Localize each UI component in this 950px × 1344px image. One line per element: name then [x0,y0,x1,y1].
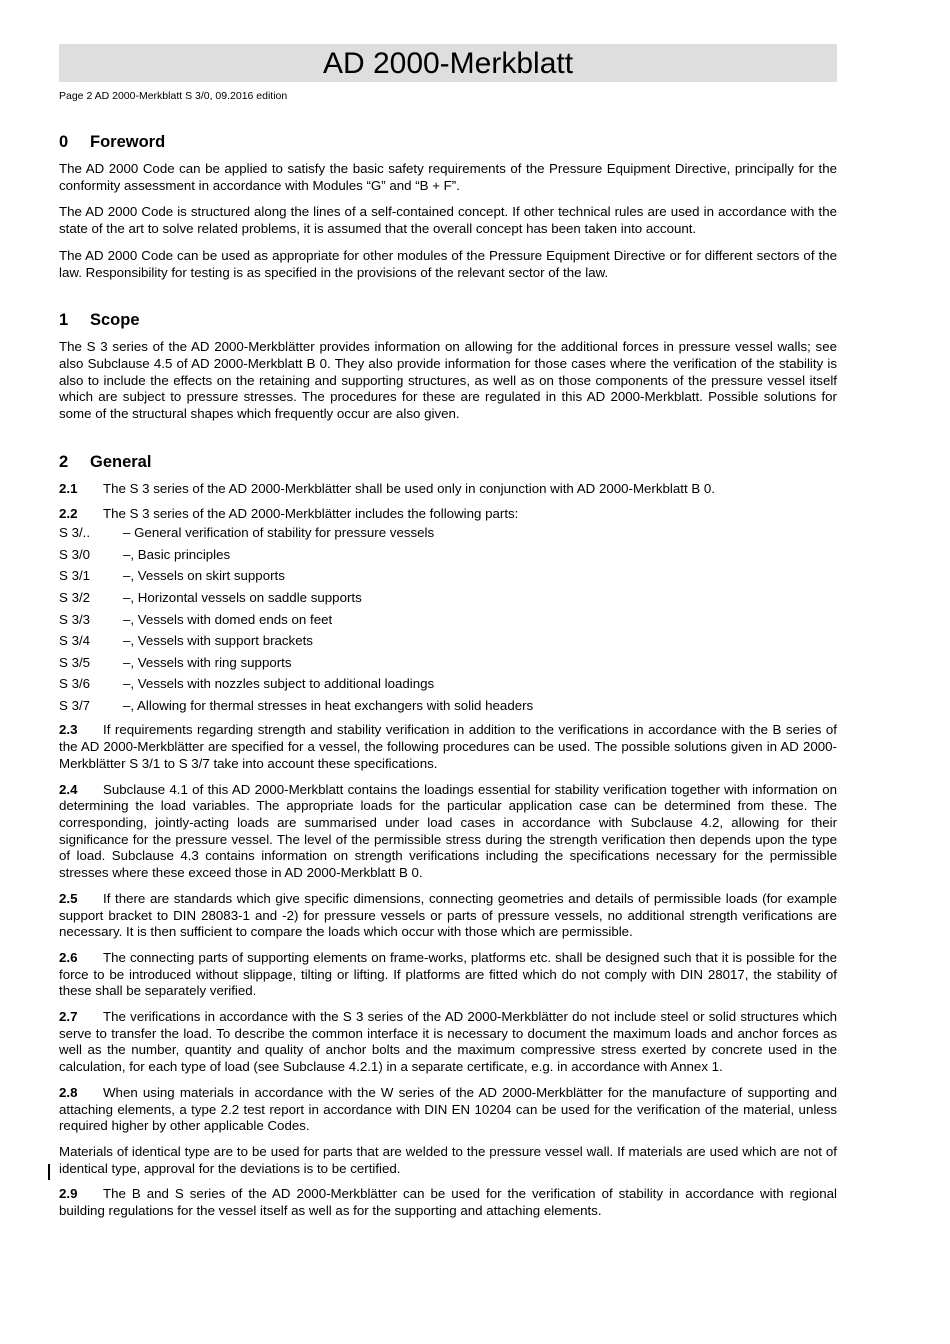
clause-2-3: 2.3 If requirements regarding strength and stability verification in addition to the verifications in accordance with the B series of the AD 2000-Merkblätter are specified for a vessel, the following procedures can be used. The possible solutions given in AD 2000-Merkblätter S 3/1 to S 3/7 take into account these specifications. [59,722,837,771]
clause-2-7: 2.7 The verifications in accordance with the S 3 series of the AD 2000-Merkblätter do not include steel or solid structures which serve to transfer the load. To describe the common interface it is necessary to document the maximum loads and anchor forces as well as the number, quantity and quality of anchor bolts and the maximum compressive stress exerted by concrete used in the calculation, for each type of load (see Subclause 4.2.1) in a separate certificate, e.g. in accordance with Annex 1. [59,1009,837,1075]
clause-2-2: 2.2 The S 3 series of the AD 2000-Merkblätter includes the following parts: [59,506,519,522]
parts-list [59,525,837,719]
list-item: S 3/0 –, Basic principles [59,546,231,562]
list-item: S 3/6 –, Vessels with nozzles subject to additional loadings [59,676,435,692]
clause-2-4: 2.4 Subclause 4.1 of this AD 2000-Merkblatt contains the loadings essential for stability verification together with information on determining the load variables. The appropriate loads for the particular application case can be determined from these. The corresponding, jointly-acting loads are summarised under load cases in accordance with Subclause 4.2, allowing for their significance for the pressure vessel. The level of the permissible stress during the strength verification then depends upon the type of load. Subclause 4.3 contains information on strength verifications including the specifications necessary for the permissible stresses where these exceed those in AD 2000-Merkblatt B 0. [59,781,837,881]
list-item: S 3/4 –, Vessels with support brackets [59,633,313,649]
clause-2-8-paragraph: Materials of identical type are to be used for parts that are welded to the pressure vessel wall. If materials are used which are not of identical type, approval for the deviations is to be certified. [59,1143,837,1176]
clause-2-5: 2.5 If there are standards which give specific dimensions, connecting geometries and details of permissible loads (for example support bracket to DIN 28083-1 and -2) for pressure vessels or parts of pressure vessels, no additional strength verifications are necessary. It is then sufficient to compare the loads which occur with those which are permissible. [59,890,837,940]
document-title: AD 2000-Merkblatt [59,44,837,82]
section-heading-foreword: 0 Foreword [59,133,166,151]
page-reference: Page 2 AD 2000-Merkblatt S 3/0, 09.2016 edition [59,90,288,102]
section-heading-scope: 1 Scope [59,311,140,330]
revision-change-bar [48,1164,50,1180]
section-heading-general: 2 General [59,452,152,471]
foreword-paragraph: The AD 2000 Code can be used as appropriate for other modules of the Pressure Equipment Directive or for different sectors of the law. Responsibility for testing is as specified in the provisions of the relevant sector of the law. [59,247,837,280]
list-item: S 3/7 –, Allowing for thermal stresses in heat exchangers with solid headers [59,697,534,713]
foreword-paragraph: The AD 2000 Code is structured along the lines of a self-contained concept. If other technical rules are used in accordance with the state of the art to solve related problems, it is assumed that the overall concept has been taken into account. [59,204,837,237]
list-item: S 3/2 –, Horizontal vessels on saddle supports [59,589,362,605]
clause-2-9: 2.9 The B and S series of the AD 2000-Merkblätter can be used for the verification of stability in accordance with regional building regulations for the vessel itself as well as for the supporting and attaching elements. [59,1186,837,1219]
list-item: S 3/3 –, Vessels with domed ends on feet [59,611,333,627]
clause-2-6: 2.6 The connecting parts of supporting elements on frame-works, platforms etc. shall be designed such that it is possible for the force to be introduced without slippage, tilting or lifting. If platforms are fitted which do not comply with DIN 28017, the stability of these shall be separately verified. [59,949,837,999]
clause-2-1: 2.1 The S 3 series of the AD 2000-Merkblätter shall be used only in conjunction with AD 2000-Merkblatt B 0. [59,480,715,496]
foreword-paragraph: The AD 2000 Code can be applied to satisfy the basic safety requirements of the Pressure Equipment Directive, principally for the conformity assessment in accordance with Modules “G” and “B + F”. [59,161,837,193]
scope-paragraph: The S 3 series of the AD 2000-Merkblätter provides information on allowing for the additional forces in pressure vessel walls; see also Subclause 4.5 of AD 2000-Merkblatt B 0. They also provide information for those cases where the verification of the stability is also to include the effects on the retaining and supporting structures, as well as on those components of the pressure vessel itself which are subject to pressure stresses. The procedures for these are regulated in this AD 2000-Merkblatt. Possible solutions for some of the structural shapes which frequently occur are also given. [59,339,837,422]
list-item: S 3/1 –, Vessels on skirt supports [59,568,285,584]
document-page [59,44,837,1220]
clause-2-8: 2.8 When using materials in accordance with the W series of the AD 2000-Merkblätter for the manufacture of supporting and attaching elements, a type 2.2 test report in accordance with DIN EN 10204 can be used for the verification of the material, unless required higher by other applicable Codes. [59,1084,837,1134]
list-item: S 3/.. – General verification of stability for pressure vessels [59,525,435,541]
list-item: S 3/5 –, Vessels with ring supports [59,654,292,670]
